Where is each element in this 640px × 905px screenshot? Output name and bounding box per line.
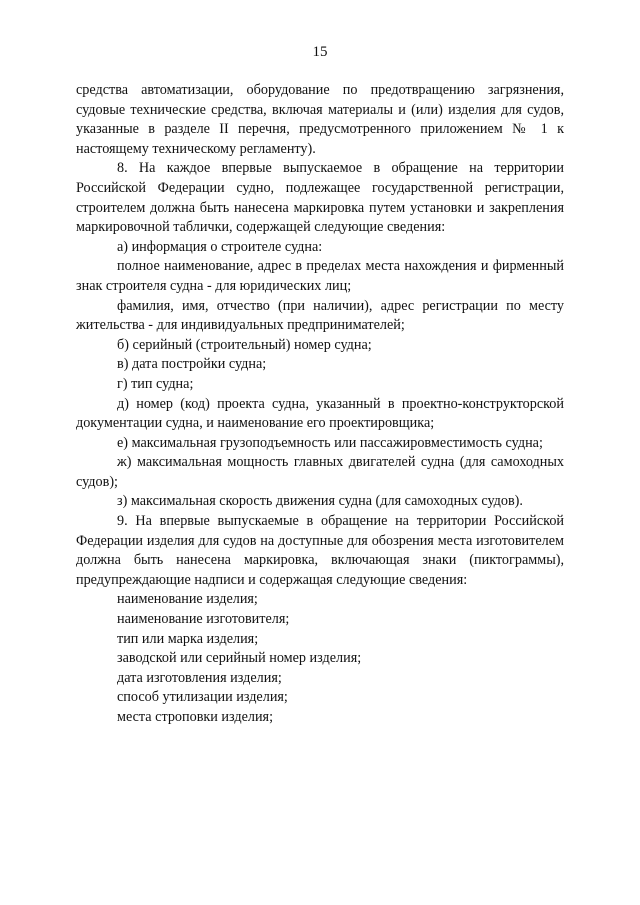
list-item-product-name: наименование изделия;	[117, 591, 258, 608]
list-item-manufacturer-name: наименование изготовителя;	[117, 611, 290, 628]
document-body	[76, 81, 564, 728]
list-item-type-or-brand: тип или марка изделия;	[117, 630, 259, 647]
list-item-serial-number: заводской или серийный номер изделия;	[117, 650, 362, 667]
list-item-z: з) максимальная скорость движения судна (для самоходных судов).	[117, 493, 523, 510]
paragraph-clause-9: 9. На впервые выпускаемые в обращение на территории Российской Федерации изделия для судов на доступные для обозрения места изготовителем должна быть нанесена маркировка, включающая знаки (пиктограммы), предупреждающие надписи и содержащая следующие сведения:	[76, 513, 564, 588]
list-item-d: д) номер (код) проекта судна, указанный в проектно-конструкторской документации судна, и наименование его проектировщика;	[76, 395, 564, 432]
list-item-disposal-method: способ утилизации изделия;	[117, 689, 288, 706]
list-item-b: б) серийный (строительный) номер судна;	[117, 336, 372, 353]
list-item-slinging-points: места строповки изделия;	[117, 709, 274, 725]
list-item-v: в) дата постройки судна;	[117, 356, 267, 373]
list-item-g: г) тип судна;	[117, 375, 194, 392]
paragraph-continuation: средства автоматизации, оборудование по предотвращению загрязнения, судовые технические средства, включая материалы и (или) изделия для судов, указанные в разделе II перечня, предусмотренного приложением № 1 к настоящему техническому регламенту).	[76, 82, 564, 157]
page-number: 15	[312, 44, 328, 60]
list-item-legal-entities: полное наименование, адрес в пределах места нахождения и фирменный знак строителя судна - для юридических лиц;	[76, 258, 564, 294]
list-item-entrepreneurs: фамилия, имя, отчество (при наличии), адрес регистрации по месту жительства - для индивидуальных предпринимателей;	[76, 297, 564, 334]
list-item-a: а) информация о строителе судна:	[117, 238, 323, 255]
list-item-zh: ж) максимальная мощность главных двигателей судна (для самоходных судов);	[76, 454, 564, 490]
list-item-manufacture-date: дата изготовления изделия;	[117, 669, 282, 686]
paragraph-clause-8: 8. На каждое впервые выпускаемое в обращение на территории Российской Федерации судно, подлежащее государственной регистрации, строителем должна быть нанесена маркировка путем установки и закрепления маркировочной таблички, содержащей следующие сведения:	[76, 160, 564, 236]
list-item-e: е) максимальная грузоподъемность или пассажировместимость судна;	[117, 434, 543, 451]
